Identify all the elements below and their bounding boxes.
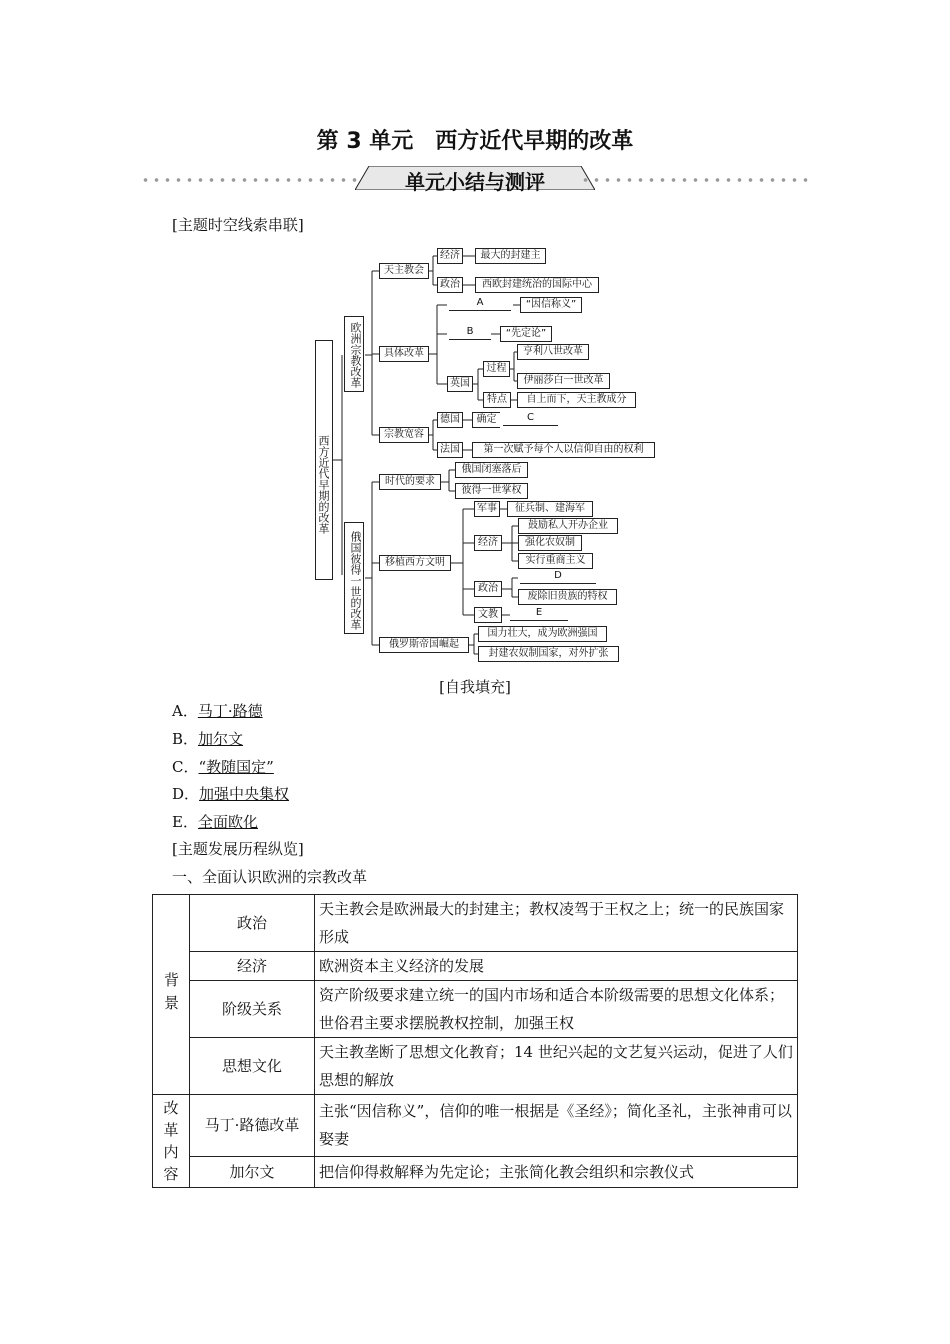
row-label: 加尔文 bbox=[190, 1156, 315, 1187]
group-label-background: 背景 bbox=[153, 895, 190, 1095]
node-russian-empire: 俄罗斯帝国崛起 bbox=[379, 637, 469, 653]
node-tolerance: 宗教宽容 bbox=[379, 427, 429, 443]
node-politics: 政治 bbox=[437, 277, 463, 293]
diagram-root: 西方近代早期的改革 bbox=[315, 340, 333, 580]
table-row bbox=[153, 895, 798, 952]
node-elizabeth-i: 伊丽莎白一世改革 bbox=[517, 373, 610, 389]
diagram-branch-peter: 俄国彼得一世的改革 bbox=[344, 522, 364, 634]
node-serfdom: 强化农奴制 bbox=[518, 535, 582, 551]
node-russia-backward: 俄国闭塞落后 bbox=[455, 462, 528, 478]
answer-E bbox=[172, 811, 258, 832]
answer-value: 全面欧化 bbox=[197, 813, 258, 831]
group-label-content: 改革内容 bbox=[153, 1095, 190, 1188]
node-england: 英国 bbox=[447, 376, 473, 392]
node-peter-power: 彼得一世掌权 bbox=[455, 483, 528, 499]
node-religious-freedom: 第一次赋予每个人以信仰自由的权利 bbox=[472, 442, 655, 458]
node-culture-edu: 文教 bbox=[474, 607, 502, 623]
node-specific-reforms: 具体改革 bbox=[379, 346, 429, 362]
blank-E: E bbox=[510, 606, 568, 621]
row-text: 欧洲资本主义经济的发展 bbox=[315, 952, 798, 981]
heading-reformation: 一、全面认识欧洲的宗教改革 bbox=[172, 868, 368, 886]
blank-A: A bbox=[449, 296, 511, 311]
node-conscription: 征兵制、建海军 bbox=[507, 501, 593, 517]
answer-letter: C． bbox=[172, 758, 199, 776]
section-heading-development: [主题发展历程纵览] bbox=[172, 840, 304, 858]
answer-letter: D． bbox=[172, 785, 200, 803]
node-western-civilization: 移植西方文明 bbox=[379, 555, 451, 571]
section-subtitle: 单元小结与测评 bbox=[405, 170, 545, 194]
node-catholic-church: 天主教会 bbox=[379, 263, 429, 279]
row-text: 主张“因信称义”，信仰的唯一根据是《圣经》；简化圣礼，主张神甫可以娶妻 bbox=[315, 1095, 798, 1157]
table-row bbox=[153, 1156, 798, 1187]
answer-value: 加尔文 bbox=[198, 730, 244, 748]
section-heading-timeline: [主题时空线索串联] bbox=[172, 216, 304, 234]
answer-B bbox=[172, 728, 243, 749]
row-text: 资产阶级要求建立统一的国内市场和适合本阶级需要的思想文化体系；世俗君主要求摆脱教权控制，加强王权 bbox=[315, 981, 798, 1038]
table-row bbox=[153, 981, 798, 1038]
diagram-branch-reformation: 欧洲宗教改革 bbox=[344, 316, 364, 392]
row-text: 把信仰得救解释为先定论；主张简化教会组织和宗教仪式 bbox=[315, 1156, 798, 1187]
answer-value: 马丁·路德 bbox=[197, 702, 263, 720]
reformation-table bbox=[152, 894, 798, 1188]
node-economy: 经济 bbox=[437, 248, 463, 264]
node-intl-center: 西欧封建统治的国际中心 bbox=[475, 277, 599, 293]
blank-C: C bbox=[503, 411, 558, 426]
node-european-power: 国力壮大，成为欧洲强国 bbox=[478, 626, 607, 642]
answer-letter: A． bbox=[172, 702, 198, 720]
node-era-demand: 时代的要求 bbox=[379, 474, 441, 490]
answer-A bbox=[172, 700, 263, 721]
row-label: 政治 bbox=[190, 895, 315, 952]
answer-D bbox=[172, 783, 289, 804]
answer-value: “教随国定” bbox=[198, 758, 274, 776]
row-label: 马丁·路德改革 bbox=[190, 1095, 315, 1157]
row-label: 思想文化 bbox=[190, 1038, 315, 1095]
table-row bbox=[153, 1038, 798, 1095]
node-largest-feudal: 最大的封建主 bbox=[475, 248, 546, 264]
row-label: 阶级关系 bbox=[190, 981, 315, 1038]
node-henry-viii: 亨利八世改革 bbox=[517, 344, 589, 360]
node-military: 军事 bbox=[474, 501, 500, 517]
node-france: 法国 bbox=[437, 442, 463, 458]
self-fill-heading: [自我填充] bbox=[439, 678, 511, 696]
blank-B: B bbox=[449, 325, 491, 340]
node-serf-expansion: 封建农奴制国家，对外扩张 bbox=[478, 646, 619, 662]
blank-D: D bbox=[520, 569, 596, 584]
row-text: 天主教会是欧洲最大的封建主；教权凌驾于王权之上；统一的民族国家形成 bbox=[315, 895, 798, 952]
node-process: 过程 bbox=[483, 361, 510, 377]
page-title: 第 3 单元 西方近代早期的改革 bbox=[316, 129, 634, 154]
node-abolish-privilege: 废除旧贵族的特权 bbox=[518, 589, 617, 605]
answer-letter: B． bbox=[172, 730, 199, 748]
answer-value: 加强中央集权 bbox=[199, 785, 290, 803]
node-private-enterprise: 鼓励私人开办企业 bbox=[518, 518, 618, 534]
node-economy-2: 经济 bbox=[474, 535, 502, 551]
node-politics-2: 政治 bbox=[474, 581, 502, 597]
node-confirm: 确定 bbox=[472, 412, 500, 428]
row-text: 天主教垄断了思想文化教育；14 世纪兴起的文艺复兴运动，促进了人们思想的解放 bbox=[315, 1038, 798, 1095]
node-germany: 德国 bbox=[437, 412, 463, 428]
node-justification-by-faith: “因信称义” bbox=[520, 297, 582, 313]
row-label: 经济 bbox=[190, 952, 315, 981]
node-top-down: 自上而下，天主教成分 bbox=[517, 392, 636, 408]
answer-C bbox=[172, 756, 274, 777]
node-predestination: “先定论” bbox=[500, 326, 552, 342]
answer-letter: E． bbox=[172, 813, 198, 831]
table-row bbox=[153, 952, 798, 981]
node-mercantilism: 实行重商主义 bbox=[518, 553, 593, 569]
table-row bbox=[153, 1095, 798, 1157]
node-features: 特点 bbox=[483, 392, 511, 408]
